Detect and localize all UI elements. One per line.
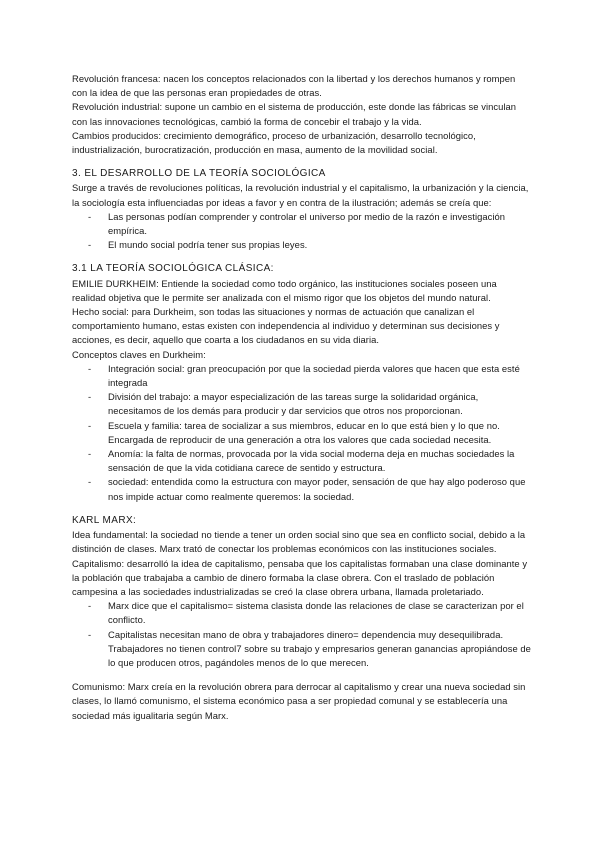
spacer [72,157,532,167]
paragraph-french-revolution: Revolución francesa: nacen los conceptos relacionados con la libertad y los derechos humanos y rompen con la idea de que las personas eran propiedades de otras. [72,73,516,99]
list-item: - Marx dice que el capitalismo= sistema clasista donde las relaciones de clase se caracterizan por el conflicto. [72,599,532,627]
paragraph-durkheim: EMILIE DURKHEIM: Entiende la sociedad como todo orgánico, las instituciones sociales poseen una realidad objetiva que le permite ser analizada con el mismo rigor que los objetos del mundo natural. [72,277,497,303]
bullet-list-durkheim-concepts [72,362,532,504]
list-item: - Integración social: gran preocupación por que la sociedad pierda valores que hacen que esta esté integrada [72,362,532,390]
paragraph-fundamental-idea: Idea fundamental: la sociedad no tiende a tener un orden social sino que sea en conflicto social, debido a la distinción de clases. Marx trató de conectar los problemas económicos con las instituciones sociales. [72,529,526,555]
bullet-list-marx [72,599,532,670]
section-heading-3: 3. EL DESARROLLO DE LA TEORÍA SOCIOLÓGICA [72,168,326,180]
paragraph-capitalism: Capitalismo: desarrolló la idea de capitalismo, pensaba que los capitalistas formaban una clase dominante y la población que trabajaba a cambio de dinero formaba la clase obrera. Con el traslado de población campesina a las sociedades industrializadas se creó la clase obrera urbana, llamada proletariado. [72,557,528,597]
list-item: - Las personas podían comprender y controlar el universo por medio de la razón e investigación empírica. [72,210,532,238]
bullet-list-beliefs [72,210,532,253]
list-item: - Anomía: la falta de normas, provocada por la vida social moderna deja en muchas sociedades la sensación de que la vida cotidiana carece de sentido y estructura. [72,447,532,475]
list-item: - División del trabajo: a mayor especialización de las tareas surge la solidaridad orgánica, necesitamos de los demás para producir y dar servicios que otros nos proporcionan. [72,390,532,418]
paragraph-changes: Cambios producidos: crecimiento demográfico, proceso de urbanización, desarrollo tecnológico, industrialización, burocratización, producción en masa, aumento de la movilidad social. [72,129,476,156]
list-item: - El mundo social podría tener sus propias leyes. [72,238,532,252]
spacer [72,504,532,514]
paragraph-social-fact: Hecho social: para Durkheim, son todas las situaciones y normas de actuación que canalizan el comportamiento humano, estas existen con independencia al individuo y determinan sus decisiones y acciones, es decir, aquello que coarta a los ciudadanos en su vida diaria. [72,306,500,346]
spacer [72,670,532,680]
document-page [72,72,532,723]
list-item: - sociedad: entendida como la estructura con mayor poder, sensación de que hay algo poderoso que nos impide actuar como realmente queremos: la sociedad. [72,475,532,503]
paragraph-key-concepts: Conceptos claves en Durkheim: [72,348,206,360]
paragraph-communism: Comunismo: Marx creía en la revolución obrera para derrocar al capitalismo y crear una nueva sociedad sin clases, lo llamó comunismo, el sistema económico pasa a ser propiedad comunal y se establecería una sociedad más igualitaria según Marx. [72,681,526,721]
paragraph-sociology-origin: Surge a través de revoluciones políticas, la revolución industrial y el capitalismo, la urbanización y la ciencia, la sociología esta influenciadas por ideas a favor y en contra de la ilustración; además se creía que: [72,182,529,208]
paragraph-industrial-revolution: Revolución industrial: supone un cambio en el sistema de producción, este donde las fábricas se vinculan con las innovaciones tecnológicas, cambió la forma de concebir el trabajo y la vida. [72,101,516,127]
section-heading-3-1: 3.1 LA TEORÍA SOCIOLÓGICA CLÁSICA: [72,263,274,275]
spacer [72,252,532,262]
list-item: - Escuela y familia: tarea de socializar a sus miembros, educar en lo que está bien y lo que no. Encargada de reproducir de una generación a otra los valores que cada sociedad necesita. [72,419,532,447]
list-item: - Capitalistas necesitan mano de obra y trabajadores dinero= dependencia muy desequilibrada. Trabajadores no tienen control7 sobre su trabajo y empresarios generan ganancias apropiándose de lo que producen otros, pagándoles menos de lo que merecen. [72,628,532,671]
section-heading-marx: KARL MARX: [72,514,137,526]
